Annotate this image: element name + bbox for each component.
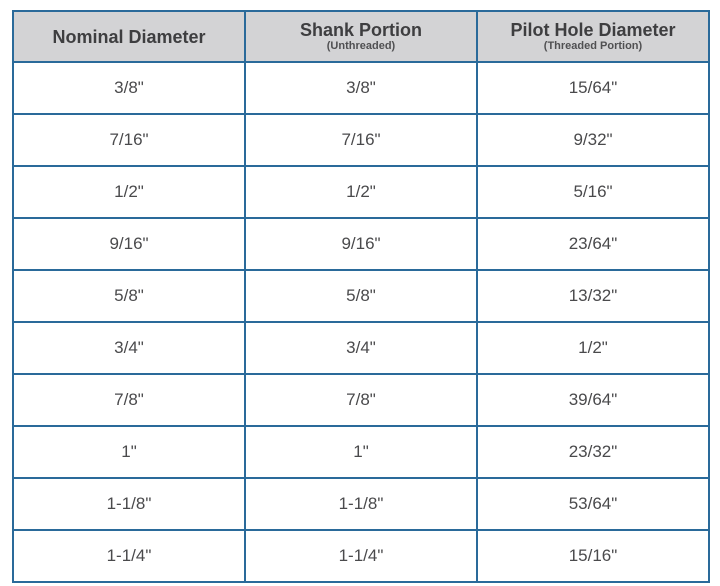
cell-pilot-hole-diameter: 39/64" — [477, 374, 709, 426]
cell-pilot-hole-diameter: 53/64" — [477, 478, 709, 530]
table-body — [13, 62, 709, 582]
table-row — [13, 62, 709, 114]
table-row — [13, 478, 709, 530]
cell-pilot-hole-diameter: 5/16" — [477, 166, 709, 218]
header-row — [13, 11, 709, 62]
table-row — [13, 218, 709, 270]
table-header — [13, 11, 709, 62]
cell-pilot-hole-diameter: 13/32" — [477, 270, 709, 322]
header-title: Nominal Diameter — [52, 26, 206, 47]
cell-shank-portion: 9/16" — [245, 218, 477, 270]
cell-shank-portion: 7/8" — [245, 374, 477, 426]
cell-shank-portion: 7/16" — [245, 114, 477, 166]
cell-pilot-hole-diameter: 9/32" — [477, 114, 709, 166]
cell-shank-portion: 1-1/8" — [245, 478, 477, 530]
table-row — [13, 114, 709, 166]
cell-nominal-diameter: 1-1/4" — [13, 530, 245, 582]
cell-nominal-diameter: 7/16" — [13, 114, 245, 166]
cell-pilot-hole-diameter: 1/2" — [477, 322, 709, 374]
cell-shank-portion: 3/8" — [245, 62, 477, 114]
cell-shank-portion: 5/8" — [245, 270, 477, 322]
table-row — [13, 322, 709, 374]
header-subtitle: (Threaded Portion) — [543, 40, 643, 52]
cell-nominal-diameter: 3/8" — [13, 62, 245, 114]
cell-shank-portion: 3/4" — [245, 322, 477, 374]
cell-pilot-hole-diameter: 15/16" — [477, 530, 709, 582]
cell-shank-portion: 1-1/4" — [245, 530, 477, 582]
cell-nominal-diameter: 1/2" — [13, 166, 245, 218]
cell-shank-portion: 1/2" — [245, 166, 477, 218]
header-subtitle: (Unthreaded) — [326, 40, 396, 52]
cell-pilot-hole-diameter: 23/32" — [477, 426, 709, 478]
table-row — [13, 374, 709, 426]
cell-nominal-diameter: 1-1/8" — [13, 478, 245, 530]
table-row — [13, 166, 709, 218]
header-title: Pilot Hole Diameter — [510, 20, 676, 40]
header-title: Shank Portion — [299, 20, 422, 40]
table-row — [13, 426, 709, 478]
header-shank-portion — [245, 11, 477, 62]
cell-pilot-hole-diameter: 15/64" — [477, 62, 709, 114]
cell-nominal-diameter: 1" — [13, 426, 245, 478]
table-row — [13, 530, 709, 582]
table-row — [13, 270, 709, 322]
cell-nominal-diameter: 3/4" — [13, 322, 245, 374]
cell-nominal-diameter: 5/8" — [13, 270, 245, 322]
header-pilot-hole-diameter — [477, 11, 709, 62]
cell-nominal-diameter: 7/8" — [13, 374, 245, 426]
header-nominal-diameter — [13, 11, 245, 62]
cell-pilot-hole-diameter: 23/64" — [477, 218, 709, 270]
diameter-table — [12, 10, 710, 583]
cell-nominal-diameter: 9/16" — [13, 218, 245, 270]
cell-shank-portion: 1" — [245, 426, 477, 478]
